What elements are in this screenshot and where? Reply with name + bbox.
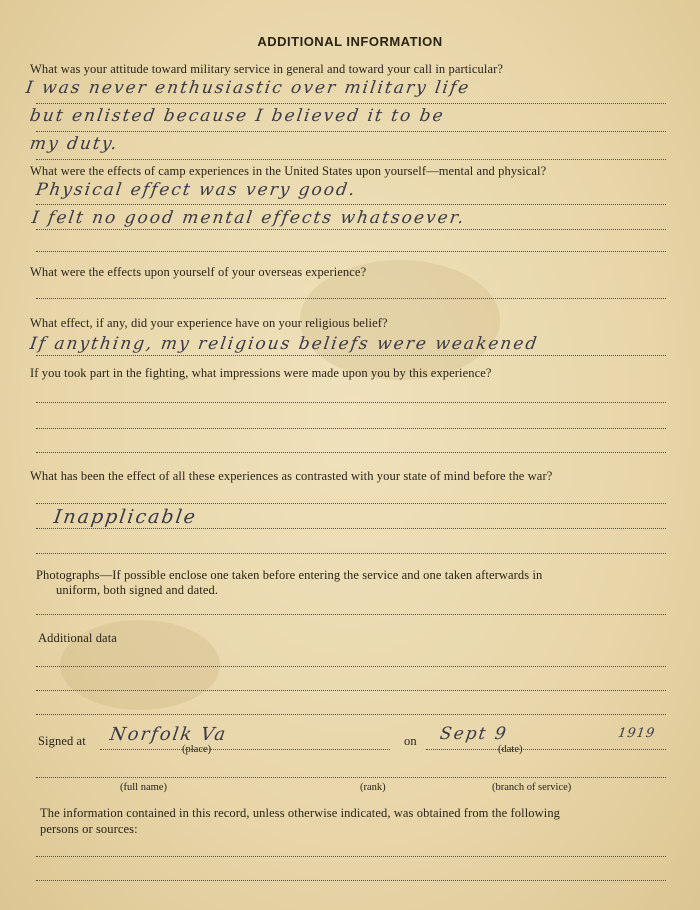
answer-line (36, 614, 666, 615)
answer-line (36, 690, 666, 691)
answer-attitude-line-1: I was never enthusiastic over military life (24, 78, 472, 98)
answer-contrasted-line-1: Inapplicable (52, 506, 199, 528)
answer-line (36, 452, 666, 453)
page-title: ADDITIONAL INFORMATION (257, 34, 443, 49)
year-value: 1919 (616, 726, 657, 741)
question-contrasted-effects: What has been the effect of all these experiences as contrasted with your state of mind before the war? (30, 469, 553, 483)
photographs-instruction-line-2: uniform, both signed and dated. (56, 583, 219, 597)
date-caption: (date) (498, 744, 523, 755)
question-camp-effects: What were the effects of camp experiences in the United States upon yourself—mental and physical? (30, 164, 547, 178)
place-line (100, 749, 390, 750)
answer-line (36, 428, 666, 429)
answer-line (36, 131, 666, 132)
question-attitude: What was your attitude toward military service in general and toward your call in particular? (30, 62, 504, 76)
date-value: Sept 9 (438, 724, 510, 744)
answer-line (36, 856, 666, 857)
answer-line (36, 159, 666, 160)
on-label: on (404, 734, 417, 748)
answer-religious-line-1: If anything, my religious beliefs were weakened (28, 334, 540, 354)
answer-line (36, 503, 666, 504)
answer-attitude-line-2: but enlisted because I believed it to be (28, 106, 447, 126)
answer-line (36, 666, 666, 667)
branch-caption: (branch of service) (492, 782, 572, 793)
place-value: Norfolk Va (108, 724, 229, 745)
answer-line (36, 880, 666, 881)
additional-data-label: Additional data (38, 631, 117, 645)
place-caption: (place) (182, 744, 212, 755)
date-line (426, 749, 666, 750)
signature-line (36, 777, 666, 778)
answer-line (36, 402, 666, 403)
answer-line (36, 204, 666, 205)
rank-caption: (rank) (360, 782, 386, 793)
answer-line (36, 229, 666, 230)
answer-line (36, 553, 666, 554)
answer-camp-line-2: I felt no good mental effects whatsoever. (30, 208, 467, 228)
answer-line (36, 528, 666, 529)
question-fighting: If you took part in the fighting, what impressions were made upon you by this experience? (30, 366, 492, 380)
question-religious-belief: What effect, if any, did your experience have on your religious belief? (30, 316, 388, 330)
answer-line (36, 714, 666, 715)
answer-line (36, 355, 666, 356)
information-sources-line-2: persons or sources: (40, 822, 138, 836)
photographs-instruction-line-1: Photographs—If possible enclose one taken before entering the service and one taken afterwards in (36, 568, 543, 582)
question-overseas: What were the effects upon yourself of your overseas experience? (30, 265, 367, 279)
answer-line (36, 251, 666, 252)
full-name-caption: (full name) (120, 782, 167, 793)
answer-line (36, 298, 666, 299)
answer-line (36, 103, 666, 104)
answer-camp-line-1: Physical effect was very good. (34, 180, 358, 200)
signed-at-label: Signed at (38, 734, 86, 748)
information-sources-line-1: The information contained in this record, unless otherwise indicated, was obtained from the following (40, 806, 561, 820)
answer-attitude-line-3: my duty. (28, 134, 120, 154)
